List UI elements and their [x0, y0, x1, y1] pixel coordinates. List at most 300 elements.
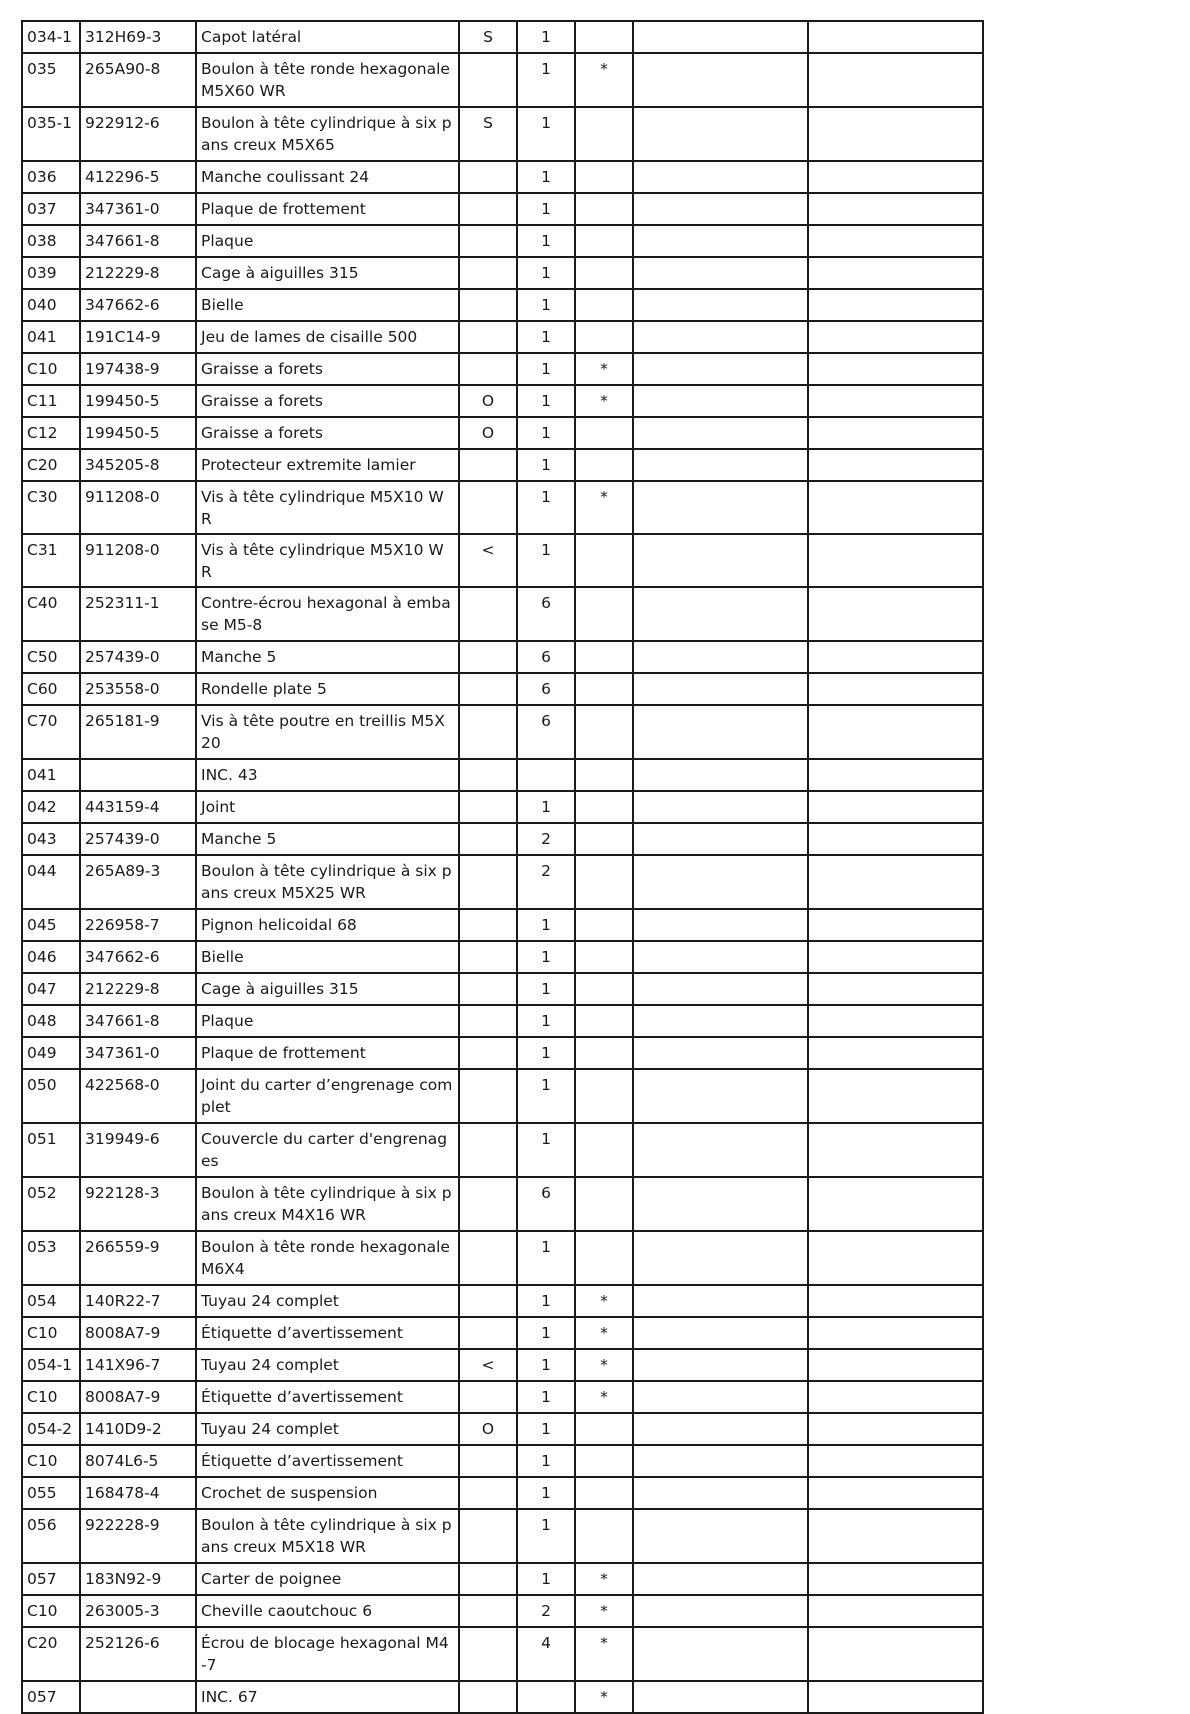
- table-row: [22, 1563, 983, 1595]
- note-cell: [808, 161, 983, 193]
- note-cell: [808, 759, 983, 791]
- part-number-cell: 8074L6-5: [80, 1445, 196, 1477]
- table-row: [22, 53, 983, 107]
- flag-cell: *: [575, 481, 633, 534]
- quantity-cell: 1: [517, 321, 575, 353]
- item-number-cell: C10: [22, 1381, 80, 1413]
- item-number-cell: 050: [22, 1069, 80, 1123]
- part-number-cell: 347361-0: [80, 1037, 196, 1069]
- table-row: [22, 21, 983, 53]
- item-number-cell: 044: [22, 855, 80, 909]
- part-number-cell: 266559-9: [80, 1231, 196, 1285]
- quantity-cell: 4: [517, 1627, 575, 1681]
- description-cell: Boulon à tête cylindrique à six pans creux M5X65: [196, 107, 459, 161]
- item-number-cell: C60: [22, 673, 80, 705]
- flag-cell: *: [575, 1595, 633, 1627]
- part-number-cell: 922228-9: [80, 1509, 196, 1563]
- part-number-cell: 347661-8: [80, 225, 196, 257]
- note-cell: [633, 941, 808, 973]
- part-number-cell: 199450-5: [80, 417, 196, 449]
- flag-cell: [575, 1231, 633, 1285]
- item-number-cell: C10: [22, 1595, 80, 1627]
- item-number-cell: C10: [22, 353, 80, 385]
- note-cell: [633, 791, 808, 823]
- flag-cell: *: [575, 53, 633, 107]
- description-cell: Étiquette d’avertissement: [196, 1381, 459, 1413]
- variant-mark-cell: [459, 1069, 517, 1123]
- flag-cell: [575, 161, 633, 193]
- variant-mark-cell: [459, 759, 517, 791]
- item-number-cell: 035-1: [22, 107, 80, 161]
- part-number-cell: 197438-9: [80, 353, 196, 385]
- description-cell: Étiquette d’avertissement: [196, 1317, 459, 1349]
- flag-cell: [575, 193, 633, 225]
- note-cell: [808, 973, 983, 1005]
- variant-mark-cell: [459, 161, 517, 193]
- variant-mark-cell: [459, 1445, 517, 1477]
- variant-mark-cell: O: [459, 417, 517, 449]
- quantity-cell: [517, 759, 575, 791]
- flag-cell: [575, 941, 633, 973]
- flag-cell: [575, 321, 633, 353]
- note-cell: [633, 1445, 808, 1477]
- note-cell: [633, 21, 808, 53]
- item-number-cell: 041: [22, 321, 80, 353]
- variant-mark-cell: [459, 823, 517, 855]
- description-cell: Pignon helicoidal 68: [196, 909, 459, 941]
- note-cell: [808, 823, 983, 855]
- variant-mark-cell: [459, 909, 517, 941]
- flag-cell: *: [575, 385, 633, 417]
- variant-mark-cell: [459, 225, 517, 257]
- note-cell: [808, 1595, 983, 1627]
- note-cell: [633, 1123, 808, 1177]
- description-cell: Graisse a forets: [196, 385, 459, 417]
- description-cell: Protecteur extremite lamier: [196, 449, 459, 481]
- description-cell: Manche 5: [196, 641, 459, 673]
- note-cell: [633, 1069, 808, 1123]
- table-row: [22, 321, 983, 353]
- table-row: [22, 909, 983, 941]
- parts-table: [21, 20, 984, 1714]
- part-number-cell: 265A90-8: [80, 53, 196, 107]
- item-number-cell: C31: [22, 534, 80, 587]
- note-cell: [808, 1177, 983, 1231]
- table-row: [22, 257, 983, 289]
- item-number-cell: 039: [22, 257, 80, 289]
- quantity-cell: 1: [517, 1563, 575, 1595]
- flag-cell: *: [575, 1627, 633, 1681]
- part-number-cell: 265A89-3: [80, 855, 196, 909]
- item-number-cell: C20: [22, 449, 80, 481]
- note-cell: [808, 1037, 983, 1069]
- description-cell: Carter de poignee: [196, 1563, 459, 1595]
- part-number-cell: 8008A7-9: [80, 1317, 196, 1349]
- note-cell: [633, 1231, 808, 1285]
- table-row: [22, 641, 983, 673]
- variant-mark-cell: [459, 1477, 517, 1509]
- part-number-cell: 345205-8: [80, 449, 196, 481]
- table-row: [22, 1681, 983, 1713]
- item-number-cell: 049: [22, 1037, 80, 1069]
- flag-cell: [575, 973, 633, 1005]
- note-cell: [808, 641, 983, 673]
- note-cell: [633, 161, 808, 193]
- table-row: [22, 161, 983, 193]
- flag-cell: [575, 534, 633, 587]
- item-number-cell: 037: [22, 193, 80, 225]
- note-cell: [633, 225, 808, 257]
- description-cell: Contre-écrou hexagonal à embase M5-8: [196, 587, 459, 641]
- variant-mark-cell: [459, 1681, 517, 1713]
- table-row: [22, 353, 983, 385]
- table-row: [22, 823, 983, 855]
- note-cell: [633, 353, 808, 385]
- quantity-cell: 1: [517, 161, 575, 193]
- part-number-cell: 319949-6: [80, 1123, 196, 1177]
- note-cell: [808, 1231, 983, 1285]
- variant-mark-cell: [459, 855, 517, 909]
- quantity-cell: 1: [517, 289, 575, 321]
- table-row: [22, 855, 983, 909]
- description-cell: Vis à tête poutre en treillis M5X20: [196, 705, 459, 759]
- note-cell: [633, 641, 808, 673]
- note-cell: [633, 449, 808, 481]
- note-cell: [633, 107, 808, 161]
- table-row: [22, 417, 983, 449]
- table-row: [22, 973, 983, 1005]
- quantity-cell: 2: [517, 1595, 575, 1627]
- quantity-cell: 6: [517, 641, 575, 673]
- flag-cell: [575, 1005, 633, 1037]
- part-number-cell: 443159-4: [80, 791, 196, 823]
- quantity-cell: 1: [517, 1005, 575, 1037]
- description-cell: Graisse a forets: [196, 417, 459, 449]
- flag-cell: [575, 823, 633, 855]
- note-cell: [808, 107, 983, 161]
- description-cell: Tuyau 24 complet: [196, 1285, 459, 1317]
- item-number-cell: 042: [22, 791, 80, 823]
- quantity-cell: 1: [517, 1413, 575, 1445]
- note-cell: [633, 1477, 808, 1509]
- table-row: [22, 481, 983, 534]
- variant-mark-cell: [459, 1123, 517, 1177]
- variant-mark-cell: S: [459, 107, 517, 161]
- description-cell: INC. 67: [196, 1681, 459, 1713]
- item-number-cell: C11: [22, 385, 80, 417]
- part-number-cell: 257439-0: [80, 641, 196, 673]
- description-cell: Crochet de suspension: [196, 1477, 459, 1509]
- description-cell: Manche 5: [196, 823, 459, 855]
- part-number-cell: 183N92-9: [80, 1563, 196, 1595]
- quantity-cell: 1: [517, 193, 575, 225]
- part-number-cell: 922128-3: [80, 1177, 196, 1231]
- note-cell: [808, 321, 983, 353]
- item-number-cell: 036: [22, 161, 80, 193]
- variant-mark-cell: [459, 1177, 517, 1231]
- description-cell: Bielle: [196, 289, 459, 321]
- item-number-cell: C70: [22, 705, 80, 759]
- part-number-cell: 168478-4: [80, 1477, 196, 1509]
- note-cell: [633, 1005, 808, 1037]
- table-row: [22, 1231, 983, 1285]
- variant-mark-cell: [459, 1563, 517, 1595]
- description-cell: Vis à tête cylindrique M5X10 WR: [196, 481, 459, 534]
- note-cell: [633, 759, 808, 791]
- item-number-cell: 047: [22, 973, 80, 1005]
- variant-mark-cell: <: [459, 1349, 517, 1381]
- variant-mark-cell: O: [459, 1413, 517, 1445]
- variant-mark-cell: [459, 587, 517, 641]
- quantity-cell: 1: [517, 353, 575, 385]
- item-number-cell: 035: [22, 53, 80, 107]
- note-cell: [808, 353, 983, 385]
- note-cell: [808, 705, 983, 759]
- quantity-cell: 1: [517, 1349, 575, 1381]
- quantity-cell: 1: [517, 534, 575, 587]
- note-cell: [633, 1285, 808, 1317]
- quantity-cell: 6: [517, 705, 575, 759]
- note-cell: [633, 321, 808, 353]
- description-cell: Vis à tête cylindrique M5X10 WR: [196, 534, 459, 587]
- note-cell: [633, 1563, 808, 1595]
- note-cell: [633, 257, 808, 289]
- part-number-cell: 252126-6: [80, 1627, 196, 1681]
- part-number-cell: 8008A7-9: [80, 1381, 196, 1413]
- table-row: [22, 1177, 983, 1231]
- note-cell: [808, 1681, 983, 1713]
- note-cell: [633, 53, 808, 107]
- flag-cell: [575, 1509, 633, 1563]
- item-number-cell: 038: [22, 225, 80, 257]
- item-number-cell: 041: [22, 759, 80, 791]
- quantity-cell: 1: [517, 1477, 575, 1509]
- variant-mark-cell: [459, 1509, 517, 1563]
- item-number-cell: 046: [22, 941, 80, 973]
- part-number-cell: 911208-0: [80, 481, 196, 534]
- quantity-cell: 1: [517, 1123, 575, 1177]
- variant-mark-cell: [459, 481, 517, 534]
- item-number-cell: 034-1: [22, 21, 80, 53]
- item-number-cell: C30: [22, 481, 80, 534]
- variant-mark-cell: [459, 1037, 517, 1069]
- flag-cell: *: [575, 1381, 633, 1413]
- note-cell: [808, 1285, 983, 1317]
- description-cell: Cage à aiguilles 315: [196, 973, 459, 1005]
- quantity-cell: 1: [517, 257, 575, 289]
- flag-cell: [575, 257, 633, 289]
- variant-mark-cell: [459, 53, 517, 107]
- note-cell: [808, 289, 983, 321]
- item-number-cell: 054-1: [22, 1349, 80, 1381]
- variant-mark-cell: [459, 449, 517, 481]
- flag-cell: [575, 641, 633, 673]
- quantity-cell: 1: [517, 1317, 575, 1349]
- flag-cell: [575, 759, 633, 791]
- description-cell: Joint: [196, 791, 459, 823]
- description-cell: Boulon à tête cylindrique à six pans creux M5X25 WR: [196, 855, 459, 909]
- part-number-cell: 347361-0: [80, 193, 196, 225]
- note-cell: [633, 909, 808, 941]
- note-cell: [808, 673, 983, 705]
- table-row: [22, 1509, 983, 1563]
- table-row: [22, 1123, 983, 1177]
- part-number-cell: 252311-1: [80, 587, 196, 641]
- flag-cell: [575, 1413, 633, 1445]
- note-cell: [808, 1509, 983, 1563]
- description-cell: Boulon à tête cylindrique à six pans creux M5X18 WR: [196, 1509, 459, 1563]
- quantity-cell: 1: [517, 107, 575, 161]
- variant-mark-cell: S: [459, 21, 517, 53]
- note-cell: [808, 1069, 983, 1123]
- quantity-cell: 1: [517, 1509, 575, 1563]
- variant-mark-cell: [459, 193, 517, 225]
- part-number-cell: 911208-0: [80, 534, 196, 587]
- note-cell: [633, 587, 808, 641]
- flag-cell: [575, 107, 633, 161]
- flag-cell: [575, 855, 633, 909]
- flag-cell: *: [575, 1563, 633, 1595]
- description-cell: Couvercle du carter d'engrenages: [196, 1123, 459, 1177]
- quantity-cell: 1: [517, 1445, 575, 1477]
- part-number-cell: 263005-3: [80, 1595, 196, 1627]
- note-cell: [808, 481, 983, 534]
- variant-mark-cell: [459, 353, 517, 385]
- quantity-cell: 1: [517, 909, 575, 941]
- variant-mark-cell: [459, 1285, 517, 1317]
- variant-mark-cell: [459, 941, 517, 973]
- note-cell: [633, 823, 808, 855]
- variant-mark-cell: [459, 1317, 517, 1349]
- item-number-cell: 054: [22, 1285, 80, 1317]
- quantity-cell: 2: [517, 855, 575, 909]
- note-cell: [633, 289, 808, 321]
- note-cell: [808, 1123, 983, 1177]
- quantity-cell: 1: [517, 1037, 575, 1069]
- item-number-cell: 043: [22, 823, 80, 855]
- item-number-cell: C10: [22, 1317, 80, 1349]
- quantity-cell: 1: [517, 417, 575, 449]
- description-cell: Graisse a forets: [196, 353, 459, 385]
- flag-cell: [575, 587, 633, 641]
- flag-cell: [575, 1069, 633, 1123]
- flag-cell: [575, 1123, 633, 1177]
- note-cell: [808, 21, 983, 53]
- table-row: [22, 1381, 983, 1413]
- item-number-cell: 040: [22, 289, 80, 321]
- flag-cell: [575, 673, 633, 705]
- note-cell: [808, 1477, 983, 1509]
- quantity-cell: 1: [517, 449, 575, 481]
- table-row: [22, 193, 983, 225]
- variant-mark-cell: [459, 1005, 517, 1037]
- description-cell: Cage à aiguilles 315: [196, 257, 459, 289]
- description-cell: Étiquette d’avertissement: [196, 1445, 459, 1477]
- item-number-cell: 052: [22, 1177, 80, 1231]
- note-cell: [808, 1381, 983, 1413]
- flag-cell: [575, 705, 633, 759]
- note-cell: [808, 449, 983, 481]
- description-cell: Manche coulissant 24: [196, 161, 459, 193]
- quantity-cell: 1: [517, 1381, 575, 1413]
- quantity-cell: 1: [517, 225, 575, 257]
- table-row: [22, 1317, 983, 1349]
- flag-cell: [575, 1177, 633, 1231]
- flag-cell: *: [575, 1285, 633, 1317]
- description-cell: Écrou de blocage hexagonal M4-7: [196, 1627, 459, 1681]
- part-number-cell: 347661-8: [80, 1005, 196, 1037]
- description-cell: Plaque: [196, 225, 459, 257]
- description-cell: INC. 43: [196, 759, 459, 791]
- flag-cell: [575, 791, 633, 823]
- note-cell: [633, 193, 808, 225]
- description-cell: Plaque: [196, 1005, 459, 1037]
- part-number-cell: 226958-7: [80, 909, 196, 941]
- item-number-cell: 054-2: [22, 1413, 80, 1445]
- part-number-cell: 1410D9-2: [80, 1413, 196, 1445]
- note-cell: [633, 1037, 808, 1069]
- table-row: [22, 759, 983, 791]
- quantity-cell: 6: [517, 587, 575, 641]
- table-row: [22, 1069, 983, 1123]
- note-cell: [633, 385, 808, 417]
- table-row: [22, 225, 983, 257]
- quantity-cell: 6: [517, 1177, 575, 1231]
- flag-cell: [575, 1037, 633, 1069]
- variant-mark-cell: [459, 1595, 517, 1627]
- table-row: [22, 1349, 983, 1381]
- part-number-cell: 257439-0: [80, 823, 196, 855]
- note-cell: [808, 53, 983, 107]
- quantity-cell: 1: [517, 385, 575, 417]
- description-cell: Tuyau 24 complet: [196, 1349, 459, 1381]
- note-cell: [808, 1413, 983, 1445]
- note-cell: [633, 705, 808, 759]
- part-number-cell: 199450-5: [80, 385, 196, 417]
- quantity-cell: 1: [517, 791, 575, 823]
- note-cell: [808, 1563, 983, 1595]
- part-number-cell: [80, 759, 196, 791]
- variant-mark-cell: [459, 641, 517, 673]
- note-cell: [808, 941, 983, 973]
- part-number-cell: 140R22-7: [80, 1285, 196, 1317]
- note-cell: [633, 1177, 808, 1231]
- item-number-cell: C40: [22, 587, 80, 641]
- note-cell: [808, 385, 983, 417]
- description-cell: Jeu de lames de cisaille 500: [196, 321, 459, 353]
- note-cell: [633, 855, 808, 909]
- flag-cell: [575, 21, 633, 53]
- item-number-cell: 053: [22, 1231, 80, 1285]
- item-number-cell: 045: [22, 909, 80, 941]
- item-number-cell: 057: [22, 1681, 80, 1713]
- note-cell: [808, 534, 983, 587]
- variant-mark-cell: [459, 973, 517, 1005]
- description-cell: Boulon à tête ronde hexagonale M6X4: [196, 1231, 459, 1285]
- item-number-cell: C10: [22, 1445, 80, 1477]
- note-cell: [808, 193, 983, 225]
- part-number-cell: 253558-0: [80, 673, 196, 705]
- quantity-cell: 1: [517, 21, 575, 53]
- description-cell: Cheville caoutchouc 6: [196, 1595, 459, 1627]
- item-number-cell: 048: [22, 1005, 80, 1037]
- table-row: [22, 1037, 983, 1069]
- table-row: [22, 1627, 983, 1681]
- item-number-cell: C12: [22, 417, 80, 449]
- item-number-cell: 051: [22, 1123, 80, 1177]
- note-cell: [633, 1317, 808, 1349]
- part-number-cell: 212229-8: [80, 973, 196, 1005]
